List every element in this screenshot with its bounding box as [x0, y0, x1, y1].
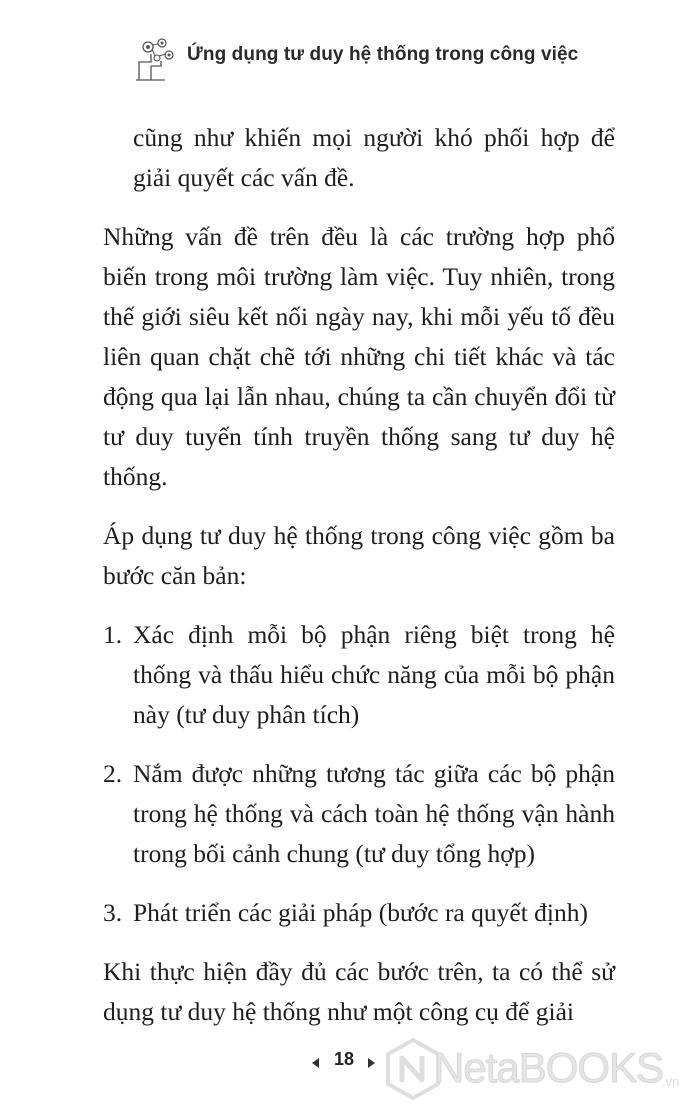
systems-diagram-icon: [135, 36, 177, 82]
paragraph-3: Khi thực hiện đầy đủ các bước trên, ta có thể sử dụng tư duy hệ thống như một công cụ để giải: [103, 957, 615, 1026]
running-header: [135, 30, 675, 90]
page-number: 18: [334, 1049, 355, 1069]
paragraph-2: Áp dụng tư duy hệ thống trong công việc gồm ba bước căn bản:: [103, 521, 615, 590]
list-item-number: 2.: [103, 759, 123, 788]
list-item: [103, 893, 615, 933]
list-item-text: Nắm được những tương tác giữa các bộ phận trong hệ thống và cách toàn hệ thống vận hành trong bối cảnh chung (tư duy tổng hợp): [133, 759, 615, 868]
running-header-title: Ứng dụng tư duy hệ thống trong công việc: [187, 44, 579, 65]
watermark-brand: NetaBOOKS: [434, 1044, 664, 1091]
steps-list: [103, 615, 615, 933]
continuation-paragraph: cũng như khiến mọi người khó phối hợp để giải quyết các vấn đề.: [133, 123, 615, 192]
page-body: [103, 118, 615, 1051]
triangle-right-icon: [368, 1058, 375, 1068]
list-item-number: 3.: [103, 898, 123, 927]
watermark-suffix: .vn: [662, 1074, 680, 1089]
list-item-text: Phát triển các giải pháp (bước ra quyết định): [133, 898, 588, 927]
watermark: [382, 1034, 692, 1106]
triangle-left-icon: [312, 1058, 319, 1068]
paragraph-1: Những vấn đề trên đều là các trường hợp phổ biến trong môi trường làm việc. Tuy nhiên, trong thế giới siêu kết nối ngày nay, khi mỗi yếu tố đều liên quan chặt chẽ tới những chi tiết khác và tác động qua lại lẫn nhau, chúng ta cần chuyển đổi từ tư duy tuyến tính truyền thống sang tư duy hệ thống.: [103, 222, 615, 491]
list-item-number: 1.: [103, 620, 123, 649]
list-item: [103, 754, 615, 874]
list-item: [103, 615, 615, 735]
list-item-text: Xác định mỗi bộ phận riêng biệt trong hệ thống và thấu hiểu chức năng của mỗi bộ phận này (tư duy phân tích): [133, 620, 615, 729]
